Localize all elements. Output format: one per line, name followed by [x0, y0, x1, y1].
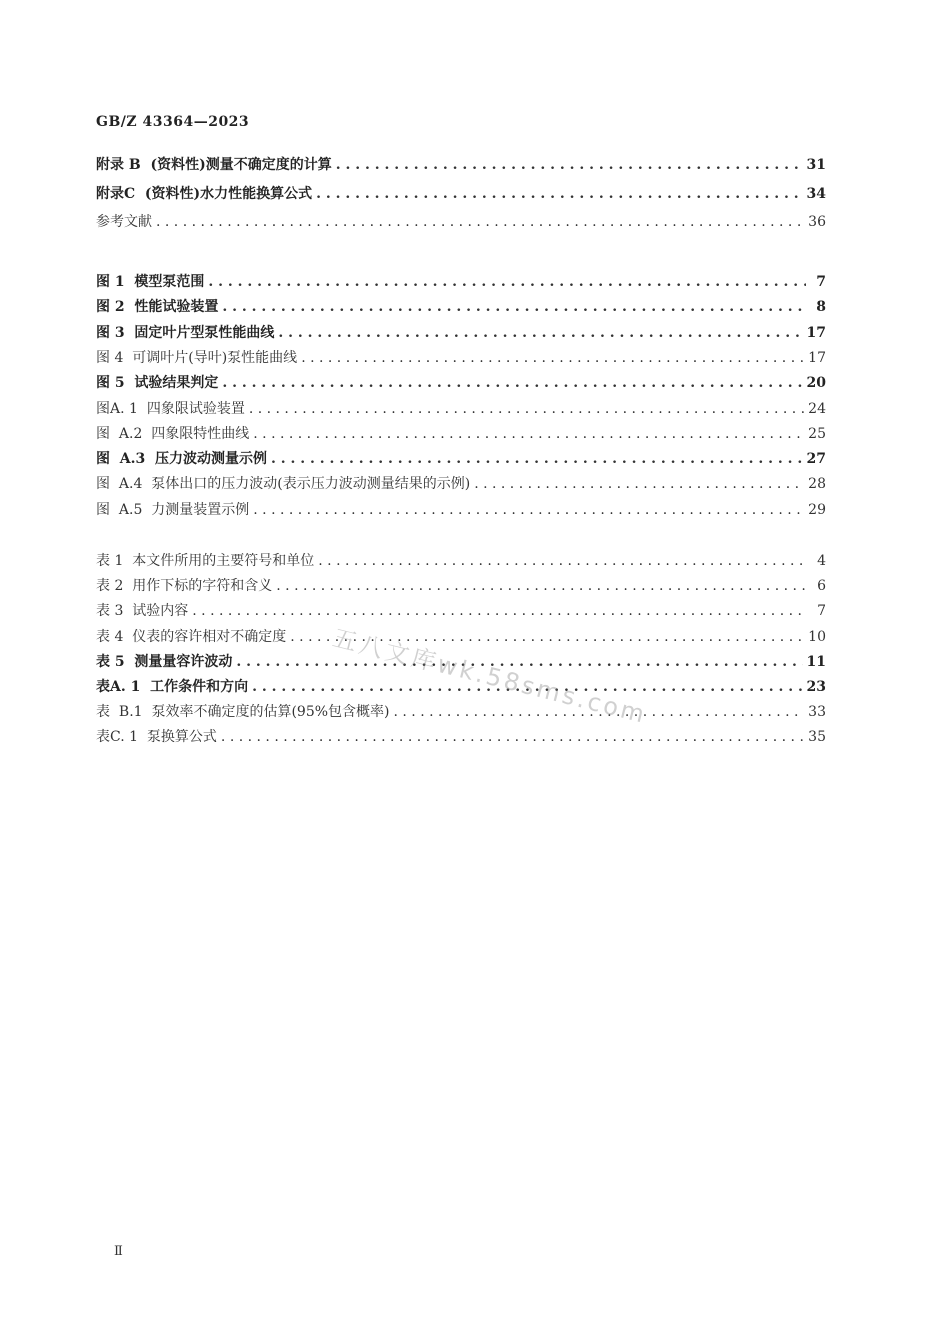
- leader-dots: [208, 272, 806, 292]
- table-entry-page: 10: [808, 629, 826, 645]
- leader-dots: [253, 424, 804, 444]
- figure-entry-page: 27: [806, 451, 826, 467]
- leader-dots: [301, 348, 804, 368]
- figure-entry-label: 图 5 试验结果判定: [96, 375, 219, 391]
- figure-entry-page: 25: [808, 426, 826, 442]
- leader-dots: [276, 576, 806, 596]
- table-entry-page: 4: [817, 553, 826, 569]
- toc-entry-page: 31: [806, 157, 826, 173]
- toc-entry[interactable]: [96, 155, 826, 175]
- watermark: 五八文库wk.58sms.com: [329, 623, 650, 730]
- figure-entry-label: 图 A.4 泵体出口的压力波动(表示压力波动测量结果的示例): [96, 476, 471, 492]
- figure-entry[interactable]: [96, 323, 826, 343]
- table-entry[interactable]: [96, 702, 826, 722]
- leader-dots: [156, 212, 804, 232]
- standard-code: GB/Z 43364—2023: [96, 114, 250, 130]
- table-entry-label: 表 5 测量量容许波动: [96, 654, 233, 670]
- leader-dots: [222, 373, 802, 393]
- figure-entry-label: 图 3 固定叶片型泵性能曲线: [96, 325, 275, 341]
- table-entry-page: 23: [806, 679, 826, 695]
- figure-entry[interactable]: [96, 424, 826, 444]
- figure-entry[interactable]: [96, 348, 826, 368]
- figure-entry-page: 20: [806, 375, 826, 391]
- table-entry[interactable]: [96, 551, 826, 571]
- table-entry-page: 7: [817, 603, 826, 619]
- leader-dots: [192, 601, 806, 621]
- figure-entry-label: 图 A.3 压力波动测量示例: [96, 451, 267, 467]
- figure-entry-page: 17: [806, 325, 826, 341]
- leader-dots: [318, 551, 806, 571]
- table-entry-page: 35: [808, 729, 826, 745]
- figure-entry[interactable]: [96, 272, 826, 292]
- figure-entry-page: 8: [816, 299, 826, 315]
- toc-entry-label: 附录 B (资料性)测量不确定度的计算: [96, 157, 332, 173]
- figure-entry[interactable]: [96, 399, 826, 419]
- figure-entry[interactable]: [96, 449, 826, 469]
- figure-entry[interactable]: [96, 500, 826, 520]
- table-entry-label: 表 2 用作下标的字符和含义: [96, 578, 273, 594]
- leader-dots: [221, 727, 804, 747]
- table-entry-label: 表 4 仪表的容许相对不确定度: [96, 629, 287, 645]
- table-entry[interactable]: [96, 576, 826, 596]
- figure-entry[interactable]: [96, 474, 826, 494]
- toc-entry[interactable]: [96, 212, 826, 232]
- toc-entry[interactable]: [96, 184, 826, 204]
- table-entry-label: 表 3 试验内容: [96, 603, 189, 619]
- figure-entry-label: 图 4 可调叶片(导叶)泵性能曲线: [96, 350, 298, 366]
- leader-dots: [249, 399, 804, 419]
- table-entry-label: 表 B.1 泵效率不确定度的估算(95%包含概率): [96, 704, 390, 720]
- figure-entry-label: 图 2 性能试验装置: [96, 299, 219, 315]
- leader-dots: [474, 474, 804, 494]
- table-entry[interactable]: [96, 601, 826, 621]
- table-entry[interactable]: [96, 627, 826, 647]
- figure-entry[interactable]: [96, 297, 826, 317]
- figure-entry-page: 29: [808, 502, 826, 518]
- table-entry[interactable]: [96, 727, 826, 747]
- figure-entry-page: 17: [808, 350, 826, 366]
- leader-dots: [271, 449, 803, 469]
- table-entry-page: 6: [817, 578, 826, 594]
- table-entry-label: 表C. 1 泵换算公式: [96, 729, 217, 745]
- leader-dots: [253, 500, 804, 520]
- table-entry-label: 表 1 本文件所用的主要符号和单位: [96, 553, 315, 569]
- figure-entry[interactable]: [96, 373, 826, 393]
- table-entry-label: 表A. 1 工作条件和方向: [96, 679, 249, 695]
- figure-entry-page: 24: [808, 401, 826, 417]
- toc-entry-label: 参考文献: [96, 214, 152, 230]
- toc-entry-label: 附录C (资料性)水力性能换算公式: [96, 186, 313, 202]
- toc-entry-page: 36: [808, 214, 826, 230]
- leader-dots: [278, 323, 802, 343]
- leader-dots: [336, 155, 803, 175]
- page-number: Ⅱ: [114, 1244, 123, 1259]
- figure-entry-page: 28: [808, 476, 826, 492]
- figure-entry-label: 图 1 模型泵范围: [96, 274, 205, 290]
- figure-entry-label: 图A. 1 四象限试验装置: [96, 401, 245, 417]
- table-entry-page: 33: [808, 704, 826, 720]
- table-entry-page: 11: [806, 654, 826, 670]
- figure-entry-label: 图 A.5 力测量装置示例: [96, 502, 250, 518]
- toc-entry-page: 34: [806, 186, 826, 202]
- figure-entry-page: 7: [816, 274, 826, 290]
- leader-dots: [222, 297, 806, 317]
- figure-entry-label: 图 A.2 四象限特性曲线: [96, 426, 250, 442]
- leader-dots: [316, 184, 802, 204]
